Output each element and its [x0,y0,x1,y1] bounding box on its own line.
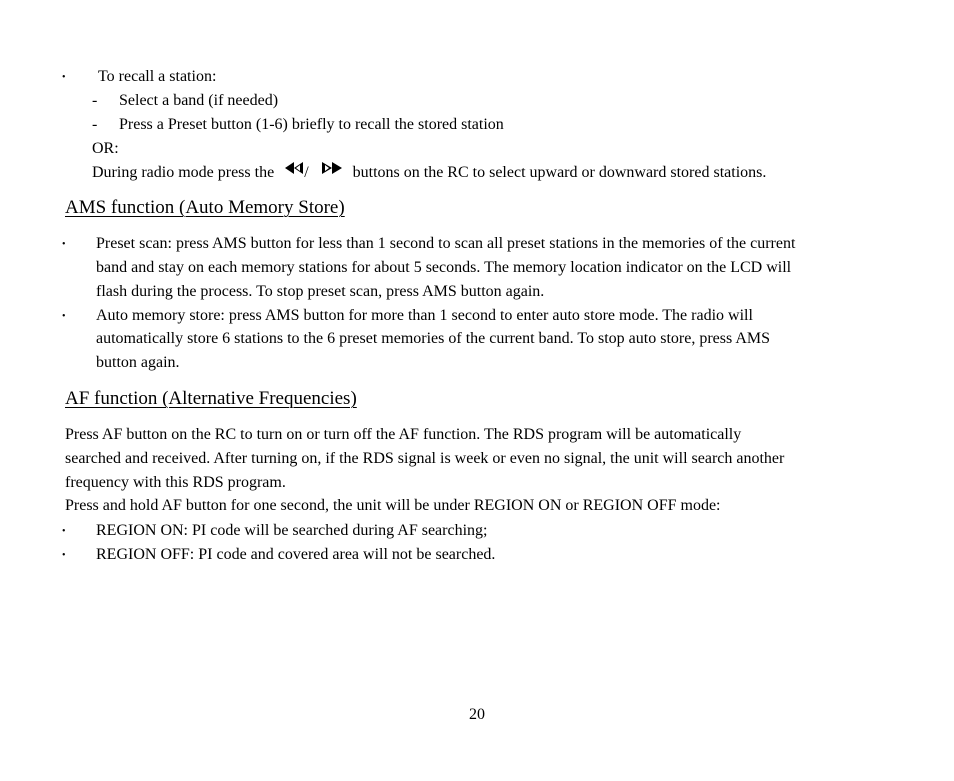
ams-heading: AMS function (Auto Memory Store) [65,197,345,218]
af-intro-line: Press AF button on the RC to turn on or turn off the AF function. The RDS program will be automatically [65,426,742,443]
rc-instruction-after: buttons on the RC to select upward or downward stored stations. [352,164,767,181]
bullet: • [62,550,66,561]
bullet: • [62,526,66,537]
af-intro-line: Press and hold AF button for one second, the unit will be under REGION ON or REGION OFF mode: [65,497,721,514]
ams-item-line: Preset scan: press AMS button for less than 1 second to scan all preset stations in the memories of the current [96,235,796,252]
ams-item-line: band and stay on each memory stations for about 5 seconds. The memory location indicator on the LCD will [96,259,792,276]
dash: - [92,92,98,109]
rc-separator: / [304,164,309,181]
dash: - [92,116,98,133]
bullet: • [62,239,66,250]
af-item: REGION ON: PI code will be searched during AF searching; [96,522,488,539]
af-intro-line: searched and received. After turning on, if the RDS signal is week or even no signal, the unit will search another [65,450,785,467]
ams-item-line: Auto memory store: press AMS button for more than 1 second to enter auto store mode. The radio will [96,307,753,324]
af-heading: AF function (Alternative Frequencies) [65,388,357,409]
af-item: REGION OFF: PI code and covered area will not be searched. [96,546,496,563]
rc-instruction-before: During radio mode press the [92,164,275,181]
ams-item-line: automatically store 6 stations to the 6 preset memories of the current band. To stop auto store, press AMS [96,330,771,347]
page-number: 20 [469,706,485,723]
af-intro-line: frequency with this RDS program. [65,474,286,491]
recall-step: Select a band (if needed) [119,92,279,109]
ams-item-line: button again. [96,354,180,371]
recall-title: To recall a station: [98,68,217,85]
fast-forward-icon [321,159,343,183]
or-label: OR: [92,140,119,157]
ams-item-line: flash during the process. To stop preset scan, press AMS button again. [96,283,545,300]
recall-step: Press a Preset button (1-6) briefly to recall the stored station [119,116,504,133]
rewind-icon [284,159,304,183]
bullet: • [62,311,66,322]
bullet: • [62,72,66,83]
rc-instruction [92,161,766,185]
